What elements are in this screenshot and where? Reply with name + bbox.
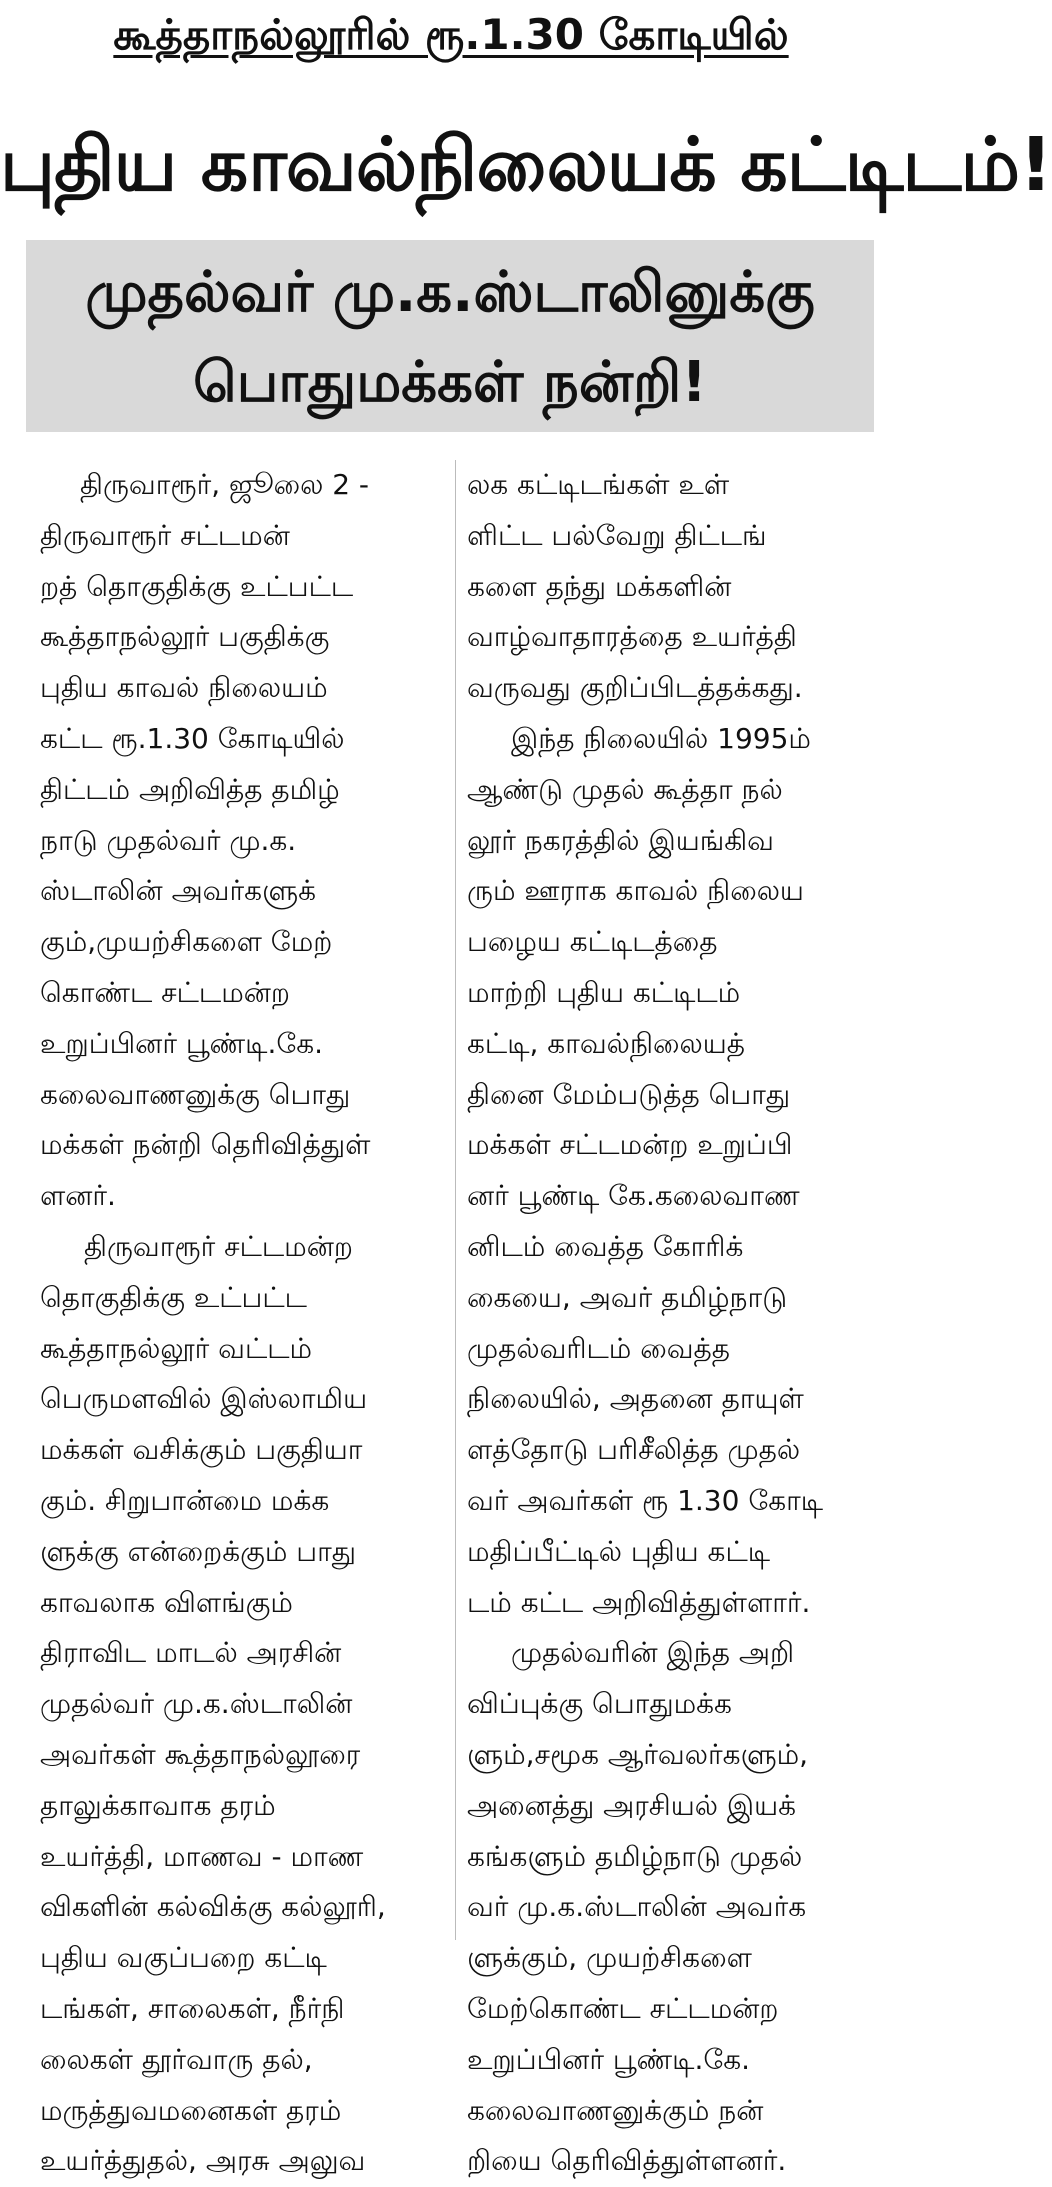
article-line: றியை தெரிவித்துள்ளனர்.: [467, 2144, 787, 2178]
article-line: தினை மேம்படுத்த பொது: [467, 1077, 791, 1111]
article-line: னிடம் வைத்த கோரிக்: [467, 1229, 744, 1263]
article-line: ளும்,சமூக ஆர்வலர்களும்,: [467, 1737, 809, 1771]
article-line: புதிய வகுப்பறை கட்டி: [40, 1941, 327, 1975]
article-line: வர் மு.க.ஸ்டாலின் அவர்க: [467, 1890, 807, 1924]
article-line: தாலுக்காவாக தரம்: [40, 1788, 276, 1822]
article-line: பழைய கட்டிடத்தை: [467, 925, 718, 959]
article-line: நிலையில், அதனை தாயுள்: [467, 1382, 804, 1416]
article-line: தொகுதிக்கு உட்பட்ட: [40, 1280, 307, 1314]
article-line: ளிட்ட பல்வேறு திட்டங்: [467, 518, 767, 552]
article-line: திருவாரூர் சட்டமன்ற: [84, 1229, 353, 1263]
subheadline-box: [26, 240, 874, 432]
article-line: திட்டம் அறிவித்த தமிழ்: [40, 772, 340, 806]
article-line: மாற்றி புதிய கட்டிடம்: [467, 975, 741, 1009]
article-line: லைகள் தூர்வாரு தல்,: [40, 2042, 313, 2076]
article-line: கலைவாணனுக்கு பொது: [40, 1077, 351, 1111]
article-line: திருவாரூர், ஜூலை 2 -: [80, 468, 370, 501]
article-line: கூத்தாநல்லூர் வட்டம்: [40, 1331, 313, 1365]
article-line: மேற்கொண்ட சட்டமன்ற: [467, 1991, 779, 2025]
article-line: டம் கட்ட அறிவித்துள்ளார்.: [467, 1585, 811, 1619]
article-line: விகளின் கல்விக்கு கல்லூரி,: [40, 1890, 386, 1924]
article-line: வாழ்வாதாரத்தை உயர்த்தி: [467, 620, 797, 654]
article-line: ளுக்கும், முயற்சிகளை: [467, 1941, 752, 1975]
article-line: மக்கள் வசிக்கும் பகுதியா: [40, 1433, 363, 1467]
article-line: நாடு முதல்வர் மு.க.: [40, 823, 297, 857]
article-line: மருத்துவமனைகள் தரம்: [40, 2093, 342, 2127]
article-line: மக்கள் நன்றி தெரிவித்துள்: [40, 1128, 371, 1162]
article-line: இந்த நிலையில் 1995ம்: [511, 721, 811, 755]
article-line: லக கட்டிடங்கள் உள்: [467, 468, 730, 501]
article-line: உயர்த்தி, மாணவ - மாண: [40, 1839, 364, 1873]
article-line: முதல்வர் மு.க.ஸ்டாலின்: [40, 1687, 353, 1721]
article-line: ஸ்டாலின் அவர்களுக்: [40, 874, 317, 908]
article-line: டங்கள், சாலைகள், நீர்நி: [40, 1991, 345, 2025]
article-column-left: [40, 460, 445, 2178]
article-line: கலைவாணனுக்கும் நன்: [467, 2093, 764, 2127]
article-line: உறுப்பினர் பூண்டி.கே.: [40, 1026, 324, 1060]
column-divider: [455, 460, 456, 1940]
article-line: ஆண்டு முதல் கூத்தா நல்: [467, 772, 783, 806]
article-line: முதல்வரிடம் வைத்த: [467, 1331, 731, 1365]
article-line: கையை, அவர் தமிழ்நாடு: [467, 1280, 788, 1314]
article-line: ரும் ஊராக காவல் நிலைய: [467, 874, 804, 908]
headline: புதிய காவல்நிலையக் கட்டிடம்!: [0, 122, 1052, 208]
subheadline-line-1: முதல்வர் மு.க.ஸ்டாலினுக்கு: [85, 260, 815, 325]
article-line: கட்டி, காவல்நிலையத்: [467, 1026, 746, 1060]
article-line: கொண்ட சட்டமன்ற: [40, 975, 290, 1009]
article-line: றத் தொகுதிக்கு உட்பட்ட: [40, 569, 354, 603]
article-line: விப்புக்கு பொதுமக்க: [467, 1687, 732, 1721]
article-line: கட்ட ரூ.1.30 கோடியில்: [40, 721, 345, 755]
article-line: கும். சிறுபான்மை மக்க: [40, 1483, 330, 1517]
article-line: லூர் நகரத்தில் இயங்கிவ: [467, 823, 774, 857]
article-line: திராவிட மாடல் அரசின்: [40, 1636, 342, 1670]
article-line: களை தந்து மக்களின்: [467, 569, 732, 603]
article-line: புதிய காவல் நிலையம்: [40, 671, 328, 705]
article-line: அவர்கள் கூத்தாநல்லூரை: [40, 1737, 361, 1771]
article-line: முதல்வரின் இந்த அறி: [511, 1636, 795, 1670]
subheadline-line-2: பொதுமக்கள் நன்றி!: [193, 350, 707, 415]
article-line: கங்களும் தமிழ்நாடு முதல்: [467, 1839, 803, 1873]
article-line: உயர்த்துதல், அரசு அலுவ: [40, 2144, 366, 2178]
article-line: பெருமளவில் இஸ்லாமிய: [40, 1382, 368, 1416]
article-line: ளனர்.: [40, 1179, 116, 1213]
article-line: அனைத்து அரசியல் இயக்: [467, 1788, 796, 1822]
article-line: மக்கள் சட்டமன்ற உறுப்பி: [467, 1128, 793, 1162]
article-line: உறுப்பினர் பூண்டி.கே.: [467, 2042, 751, 2076]
article-line: காவலாக விளங்கும்: [40, 1585, 293, 1619]
kicker-line: கூத்தாநல்லூரில் ரூ.1.30 கோடியில்: [113, 10, 789, 59]
article-line: மதிப்பீட்டில் புதிய கட்டி: [467, 1534, 771, 1568]
article-line: கூத்தாநல்லூர் பகுதிக்கு: [40, 620, 330, 654]
article-line: னர் பூண்டி கே.கலைவாண: [467, 1179, 800, 1213]
article-line: வருவது குறிப்பிடத்தக்கது.: [467, 671, 803, 705]
article-line: கும்,முயற்சிகளை மேற்: [40, 925, 333, 959]
article-line: திருவாரூர் சட்டமன்: [40, 518, 290, 552]
article-column-right: [467, 460, 877, 2178]
article-line: வர் அவர்கள் ரூ 1.30 கோடி: [467, 1483, 824, 1517]
article-line: ளத்தோடு பரிசீலித்த முதல்: [467, 1433, 801, 1467]
article-line: ளுக்கு என்றைக்கும் பாது: [40, 1534, 357, 1568]
